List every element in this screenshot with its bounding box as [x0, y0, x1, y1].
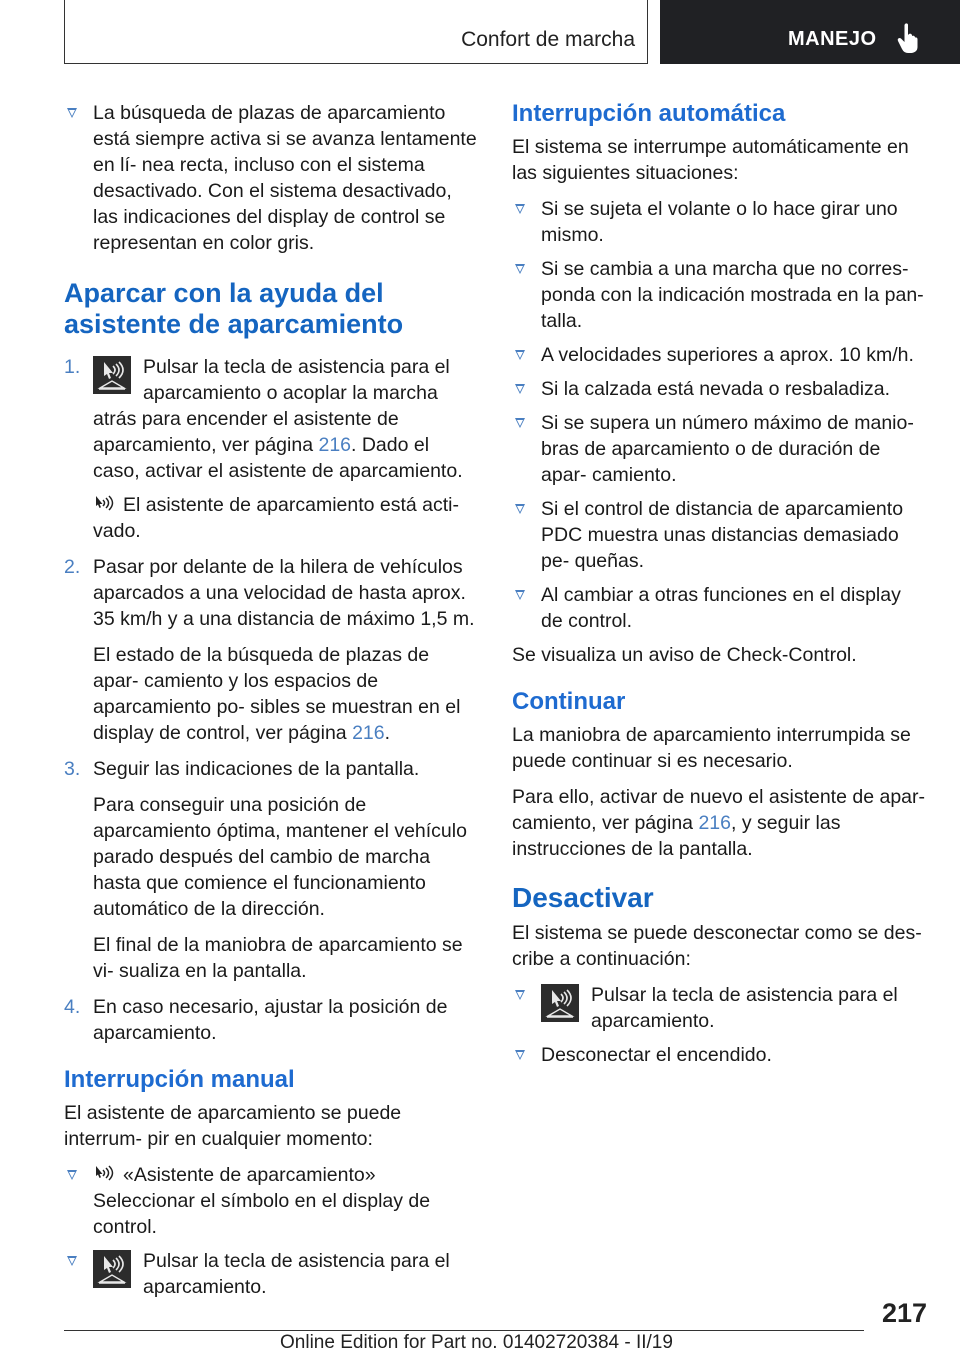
step-number: 1. — [64, 356, 81, 378]
list-item — [512, 582, 926, 634]
pointing-hand-icon — [896, 22, 922, 54]
step-item — [64, 756, 478, 984]
list-item — [512, 256, 926, 334]
bullet-text: Si la calzada está nevada o resbaladiza. — [541, 378, 891, 400]
triangle-bullet-icon — [515, 1050, 525, 1060]
left-column — [64, 100, 478, 1308]
paragraph: La maniobra de aparcamiento interrumpida se puede continuar si es necesario. — [512, 724, 911, 772]
paragraph: El sistema se puede desconectar como se des- cribe a continuación: — [512, 922, 922, 970]
list-item — [512, 342, 926, 368]
step-subtext-label: El asistente de aparcamiento está acti- vado. — [93, 494, 460, 542]
step-text: Seguir las indicaciones de la pantalla. — [93, 758, 420, 780]
list-item — [64, 1162, 478, 1240]
bullet-text: Al cambiar a otras funciones en el display de control. — [541, 584, 901, 632]
bullet-text: La búsqueda de plazas de aparcamiento está siempre activa si se avanza lentamente en lí- nea recta, incluso con el sistema desactivado. Con el sistema desactivado, las indicaciones del display de control se representan en color gris. — [93, 102, 477, 254]
header-section-tab — [64, 0, 648, 64]
bullet-text: Si se supera un número máximo de manio- bras de aparcamiento o de duración de apar- camiento. — [541, 412, 914, 486]
parking-assist-symbol-icon — [93, 1164, 115, 1184]
bullet-text: Pulsar la tecla de asistencia para el aparcamiento. — [591, 984, 898, 1032]
bullet-text: Si se cambia a una marcha que no corres- ponda con la indicación mostrada en la pan- talla. — [541, 258, 924, 332]
list-item — [512, 410, 926, 488]
step-subtext — [93, 642, 478, 746]
step-number: 2. — [64, 556, 81, 578]
parking-assist-key-icon — [93, 1250, 131, 1288]
parking-assist-key-icon — [541, 984, 579, 1022]
bullet-text: Si se sujeta el volante o lo hace girar uno mismo. — [541, 198, 898, 246]
list-item — [512, 982, 926, 1034]
triangle-bullet-icon — [515, 264, 525, 274]
paragraph-text: Para ello, activar de nuevo el asistente de apar- camiento, ver página — [512, 786, 925, 834]
header-chapter-tab — [660, 0, 960, 64]
bullet-text: Si el control de distancia de aparcamiento PDC muestra unas distancias demasiado pe- queñas. — [541, 498, 904, 572]
paragraph-text-cont: , y seguir las instrucciones de la pantalla. — [512, 812, 841, 860]
step-item — [64, 994, 478, 1046]
list-item — [64, 1248, 478, 1300]
paragraph: El asistente de aparcamiento se puede interrum- pir en cualquier momento: — [64, 1102, 402, 1150]
triangle-bullet-icon — [515, 990, 525, 1000]
list-item — [512, 376, 926, 402]
page-link[interactable]: 216 — [318, 434, 352, 456]
list-item — [512, 196, 926, 248]
footer-edition: Online Edition for Part no. 01402720384 - II/19 — [280, 1332, 673, 1353]
step-subtext: El final de la maniobra de aparcamiento se vi- sualiza en la pantalla. — [93, 934, 463, 982]
step-item — [64, 354, 478, 544]
subsection-heading: Continuar — [512, 688, 626, 715]
list-item — [512, 1042, 926, 1068]
step-text: Pasar por delante de la hilera de vehículos aparcados a una velocidad de hasta aprox. 35 km/h y a una distancia de máximo 1,5 m. — [93, 556, 475, 630]
step-subtext: Para conseguir una posición de aparcamiento óptima, mantener el vehículo parado después del cambio de marcha hasta que comience el funcionamiento automático de la dirección. — [93, 794, 467, 920]
chapter-title: MANEJO — [788, 28, 877, 50]
triangle-bullet-icon — [515, 384, 525, 394]
parking-assist-symbol-icon — [93, 494, 115, 514]
page-number: 217 — [882, 1298, 928, 1328]
triangle-bullet-icon — [515, 504, 525, 514]
bullet-text: Desconectar el encendido. — [541, 1044, 772, 1066]
bullet-text: «Asistente de aparcamiento» Seleccionar el símbolo en el display de control. — [93, 1164, 431, 1238]
step-item — [64, 554, 478, 746]
triangle-bullet-icon — [515, 418, 525, 428]
step-subtext — [93, 492, 478, 544]
triangle-bullet-icon — [515, 350, 525, 360]
step-text-cont: . Dado el caso, activar el asistente de aparcamiento. — [93, 434, 463, 482]
step-text: Pulsar la tecla de asistencia para el aparcamiento o acoplar la marcha atrás para encender el asistente de aparcamiento, ver página — [93, 356, 450, 456]
right-column — [512, 100, 926, 1076]
triangle-bullet-icon — [515, 590, 525, 600]
section-title: Confort de marcha — [461, 28, 635, 51]
triangle-bullet-icon — [515, 204, 525, 214]
section-heading: Aparcar con la ayuda del asistente de aparcamiento — [64, 278, 404, 339]
bullet-text: Pulsar la tecla de asistencia para el aparcamiento. — [143, 1250, 450, 1298]
triangle-bullet-icon — [67, 108, 77, 118]
triangle-bullet-icon — [67, 1256, 77, 1266]
list-item — [512, 496, 926, 574]
step-number: 3. — [64, 758, 81, 780]
step-subtext-end: . — [384, 722, 391, 744]
step-subtext-label: El estado de la búsqueda de plazas de apar- camiento y los espacios de aparcamiento po- sibles se muestran en el display de control, ver página — [93, 644, 461, 744]
step-text: En caso necesario, ajustar la posición de aparcamiento. — [93, 996, 448, 1044]
triangle-bullet-icon — [67, 1170, 77, 1180]
paragraph: Se visualiza un aviso de Check-Control. — [512, 644, 857, 666]
page-link[interactable]: 216 — [352, 722, 385, 744]
footer-divider — [64, 1330, 864, 1331]
parking-assist-key-icon — [93, 356, 131, 394]
bullet-text: A velocidades superiores a aprox. 10 km/h. — [541, 344, 914, 366]
page-link[interactable]: 216 — [698, 812, 731, 834]
step-number: 4. — [64, 996, 81, 1018]
subsection-heading: Interrupción manual — [64, 1066, 295, 1093]
section-heading: Desactivar — [512, 882, 654, 913]
paragraph — [512, 784, 926, 862]
list-item — [64, 100, 478, 256]
subsection-heading: Interrupción automática — [512, 100, 786, 127]
paragraph: El sistema se interrumpe automáticamente en las siguientes situaciones: — [512, 136, 909, 184]
